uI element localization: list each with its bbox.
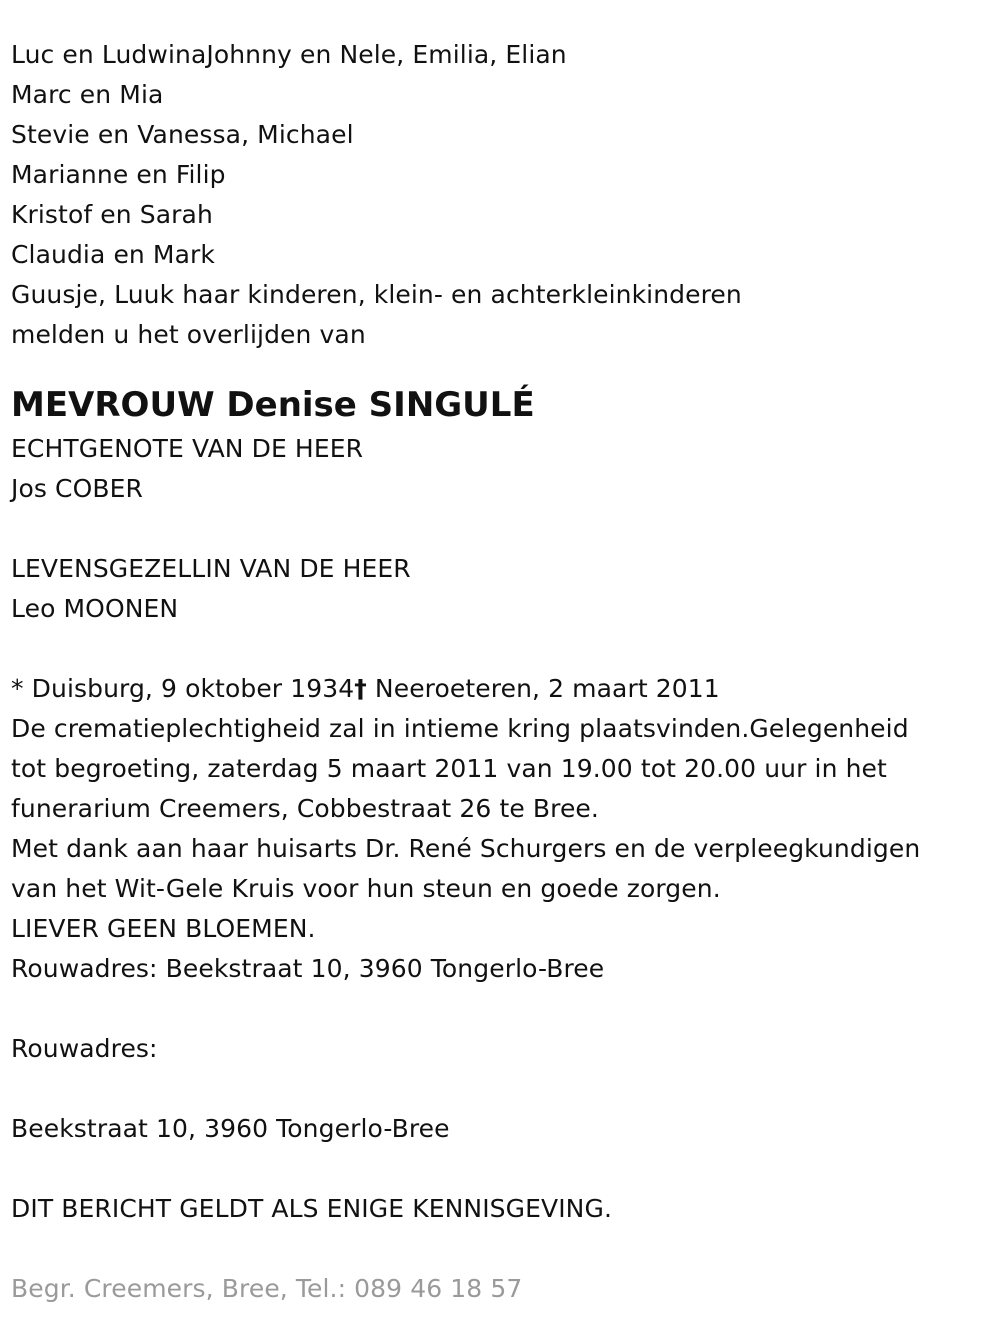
notice-text: DIT BERICHT GELDT ALS ENIGE KENNISGEVING. bbox=[11, 1194, 612, 1223]
family-line: Kristof en Sarah bbox=[11, 200, 213, 229]
details-line: De crematieplechtigheid zal in intieme kring plaatsvinden.Gelegenheid bbox=[11, 714, 909, 743]
details-line: Met dank aan haar huisarts Dr. René Schurgers en de verpleegkundigen bbox=[11, 834, 921, 863]
partner-label: LEVENSGEZELLIN VAN DE HEER bbox=[11, 554, 411, 583]
birth-info: * Duisburg, 9 oktober 1934 bbox=[11, 674, 355, 703]
details-line: funerarium Creemers, Cobbestraat 26 te Bree. bbox=[11, 794, 599, 823]
spouse-name: Jos COBER bbox=[11, 474, 143, 503]
family-line: Guusje, Luuk haar kinderen, klein- en achterkleinkinderen bbox=[11, 280, 742, 309]
details-line: tot begroeting, zaterdag 5 maart 2011 van 19.00 tot 20.00 uur in het bbox=[11, 754, 887, 783]
family-list bbox=[11, 35, 986, 355]
details-line: LIEVER GEEN BLOEMEN. bbox=[11, 914, 316, 943]
cross-icon: † bbox=[354, 674, 367, 703]
spouse-label: ECHTGENOTE VAN DE HEER bbox=[11, 434, 364, 463]
funeral-home-footer: Begr. Creemers, Bree, Tel.: 089 46 18 57 bbox=[11, 1274, 523, 1303]
family-line: Stevie en Vanessa, Michael bbox=[11, 120, 354, 149]
family-line: Claudia en Mark bbox=[11, 240, 215, 269]
announcement-line: melden u het overlijden van bbox=[11, 320, 366, 349]
family-line: Marianne en Filip bbox=[11, 160, 226, 189]
address-value: Beekstraat 10, 3960 Tongerlo-Bree bbox=[11, 1114, 450, 1143]
death-info: Neeroeteren, 2 maart 2011 bbox=[366, 674, 720, 703]
obituary-notice bbox=[11, 35, 986, 1309]
family-line: Marc en Mia bbox=[11, 80, 164, 109]
family-line: Luc en LudwinaJohnny en Nele, Emilia, Elian bbox=[11, 40, 567, 69]
partner-name: Leo MOONEN bbox=[11, 594, 179, 623]
details-block bbox=[11, 709, 986, 989]
address-label: Rouwadres: bbox=[11, 1034, 158, 1063]
details-line: Rouwadres: Beekstraat 10, 3960 Tongerlo-Bree bbox=[11, 954, 605, 983]
life-dates bbox=[11, 669, 986, 709]
details-line: van het Wit-Gele Kruis voor hun steun en goede zorgen. bbox=[11, 874, 721, 903]
deceased-name: MEVROUW Denise SINGULÉ bbox=[11, 385, 535, 425]
